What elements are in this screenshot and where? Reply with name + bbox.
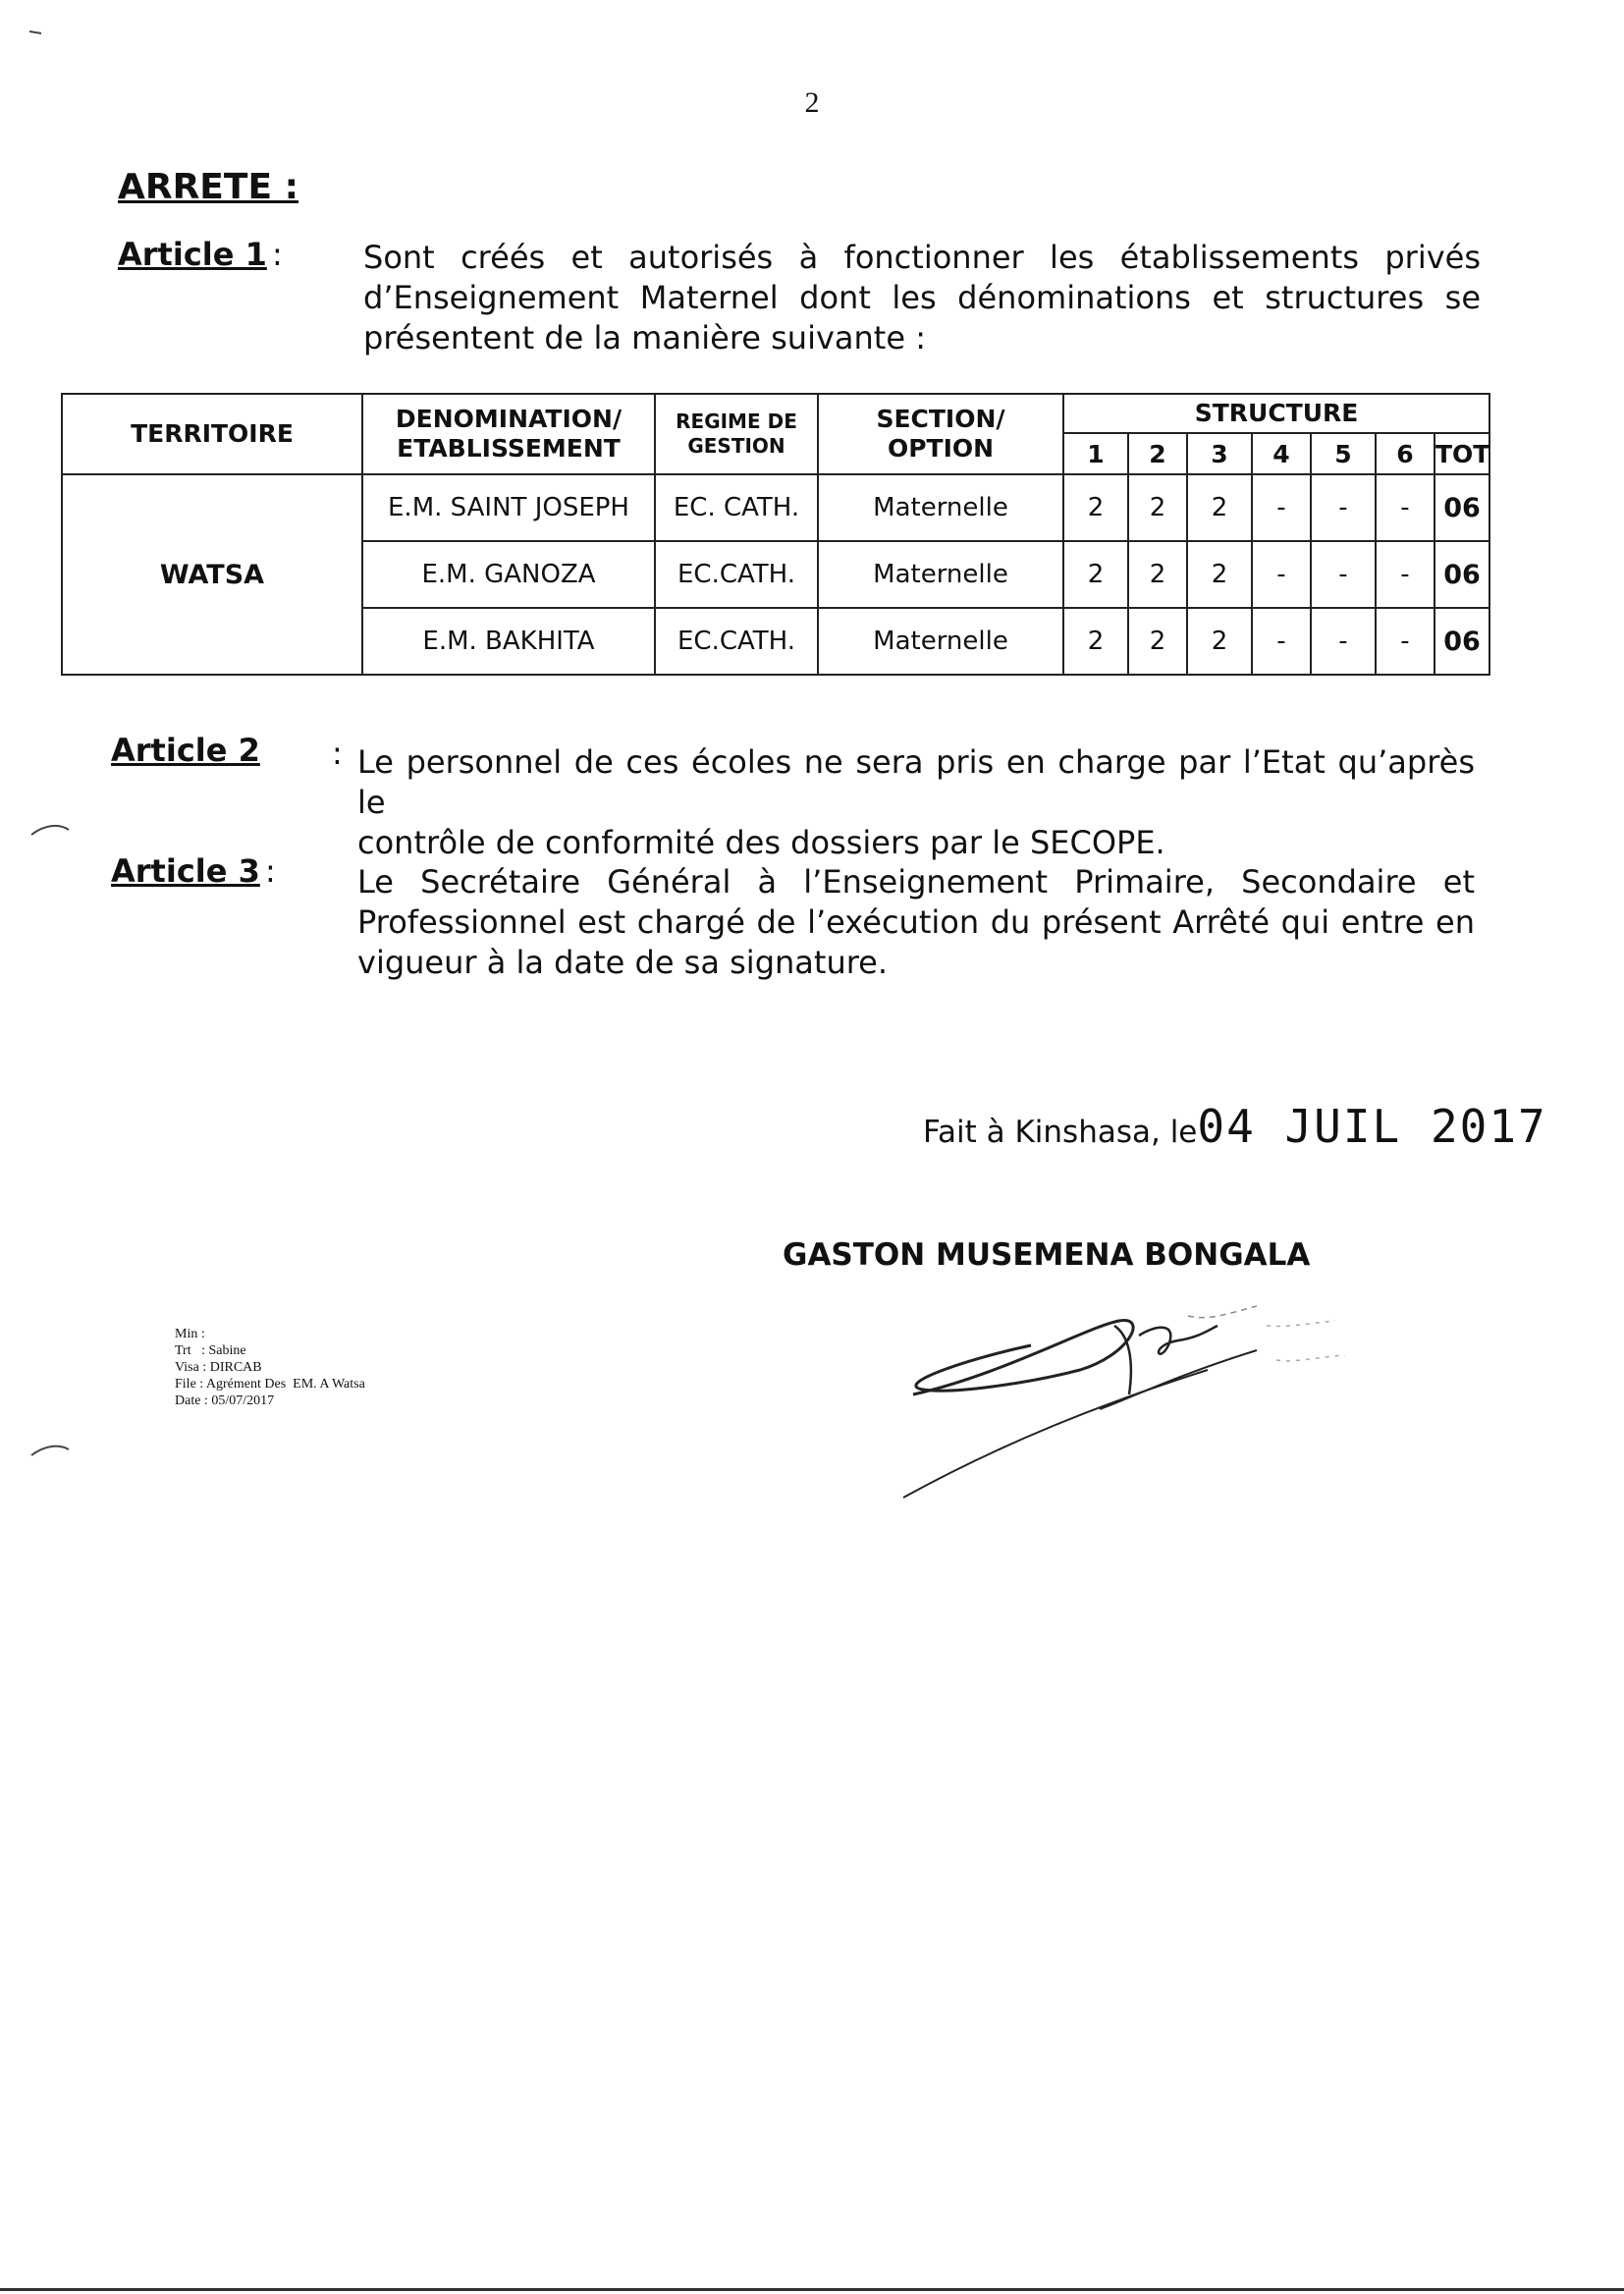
header-structure-col: TOT xyxy=(1435,433,1489,474)
article-1-line: présentent de la manière suivante : xyxy=(363,319,926,356)
header-structure-col: 4 xyxy=(1252,433,1311,474)
article-3-colon: : xyxy=(264,852,276,890)
school-section: Maternelle xyxy=(818,474,1063,541)
structure-value: - xyxy=(1252,541,1311,608)
structure-value: 2 xyxy=(1063,608,1128,675)
header-denomination xyxy=(362,394,655,474)
structure-value: 2 xyxy=(1187,541,1252,608)
scan-margin-marks xyxy=(20,20,137,1473)
structure-value: 2 xyxy=(1128,608,1187,675)
header-structure-col: 3 xyxy=(1187,433,1252,474)
article-3-line: Le Secrétaire Général à l’Enseignement Primaire, Secondaire et xyxy=(357,863,1475,901)
school-section: Maternelle xyxy=(818,541,1063,608)
article-2-line: contrôle de conformité des dossiers par le SECOPE. xyxy=(357,824,1165,861)
footnote-date: Date : 05/07/2017 xyxy=(175,1393,275,1408)
schools-structure-table xyxy=(61,393,1490,676)
structure-value: - xyxy=(1376,541,1435,608)
header-regime-line: REGIME DE xyxy=(676,410,797,433)
header-structure: STRUCTURE xyxy=(1063,394,1489,433)
decree-heading: ARRETE : xyxy=(118,167,298,207)
footnote-file: File : Agrément Des EM. A Watsa xyxy=(175,1377,365,1392)
structure-total: 06 xyxy=(1435,608,1489,675)
territoire-cell: WATSA xyxy=(62,474,362,675)
structure-value: 2 xyxy=(1063,541,1128,608)
structure-value: 2 xyxy=(1063,474,1128,541)
school-name: E.M. SAINT JOSEPH xyxy=(362,474,655,541)
handwritten-signature xyxy=(884,1267,1434,1512)
footnote-min: Min : xyxy=(175,1327,205,1341)
school-regime: EC.CATH. xyxy=(655,541,818,608)
header-denomination-line: DENOMINATION/ xyxy=(395,405,623,433)
article-2-colon: : xyxy=(332,735,343,772)
header-structure-col: 1 xyxy=(1063,433,1128,474)
reference-footnote xyxy=(175,1326,365,1409)
article-1-line: d’Enseignement Maternel dont les dénominations et structures se xyxy=(363,279,1481,316)
structure-value: - xyxy=(1311,541,1376,608)
structure-value: - xyxy=(1252,608,1311,675)
header-territoire: TERRITOIRE xyxy=(62,394,362,474)
article-1-label-group xyxy=(118,236,283,273)
article-2-label: Article 2 xyxy=(111,732,260,769)
article-1-colon: : xyxy=(271,236,283,273)
school-regime: EC.CATH. xyxy=(655,608,818,675)
article-3-line: Professionnel est chargé de l’exécution du présent Arrêté qui entre en xyxy=(357,903,1475,941)
school-section: Maternelle xyxy=(818,608,1063,675)
date-stamp: 04 JUIL 2017 xyxy=(1197,1100,1547,1153)
structure-value: 2 xyxy=(1187,474,1252,541)
table-header-row xyxy=(62,394,1489,433)
article-1-line: Sont créés et autorisés à fonctionner les établissements privés xyxy=(363,239,1481,276)
article-2-text xyxy=(357,742,1475,863)
school-name: E.M. GANOZA xyxy=(362,541,655,608)
closing-line xyxy=(923,1100,1547,1153)
bottom-rule xyxy=(0,2288,1624,2291)
header-denomination-line: ETABLISSEMENT xyxy=(397,434,621,463)
article-1-text xyxy=(363,238,1481,358)
header-section xyxy=(818,394,1063,474)
header-structure-col: 2 xyxy=(1128,433,1187,474)
header-regime xyxy=(655,394,818,474)
structure-value: 2 xyxy=(1187,608,1252,675)
header-structure-col: 6 xyxy=(1376,433,1435,474)
structure-total: 06 xyxy=(1435,474,1489,541)
article-3-line: vigueur à la date de sa signature. xyxy=(357,944,889,981)
school-name: E.M. BAKHITA xyxy=(362,608,655,675)
structure-value: - xyxy=(1376,474,1435,541)
page-number: 2 xyxy=(804,86,820,119)
footnote-visa: Visa : DIRCAB xyxy=(175,1360,262,1375)
header-regime-line: GESTION xyxy=(687,434,785,458)
table-row xyxy=(62,474,1489,541)
header-section-line: SECTION/ xyxy=(876,405,1005,433)
closing-place: Fait à Kinshasa, le xyxy=(923,1115,1198,1150)
structure-value: - xyxy=(1311,474,1376,541)
structure-total: 06 xyxy=(1435,541,1489,608)
signer-name: GASTON MUSEMENA BONGALA xyxy=(783,1237,1311,1273)
footnote-trt: Trt : Sabine xyxy=(175,1343,246,1358)
structure-value: 2 xyxy=(1128,474,1187,541)
article-3-text xyxy=(357,862,1475,983)
structure-value: - xyxy=(1252,474,1311,541)
header-structure-col: 5 xyxy=(1311,433,1376,474)
structure-value: - xyxy=(1311,608,1376,675)
structure-value: - xyxy=(1376,608,1435,675)
article-2-line: Le personnel de ces écoles ne sera pris en charge par l’Etat qu’après le xyxy=(357,743,1475,821)
school-regime: EC. CATH. xyxy=(655,474,818,541)
header-section-line: OPTION xyxy=(887,434,995,463)
article-3-label: Article 3 xyxy=(111,852,260,890)
structure-value: 2 xyxy=(1128,541,1187,608)
article-1-label: Article 1 xyxy=(118,236,267,273)
